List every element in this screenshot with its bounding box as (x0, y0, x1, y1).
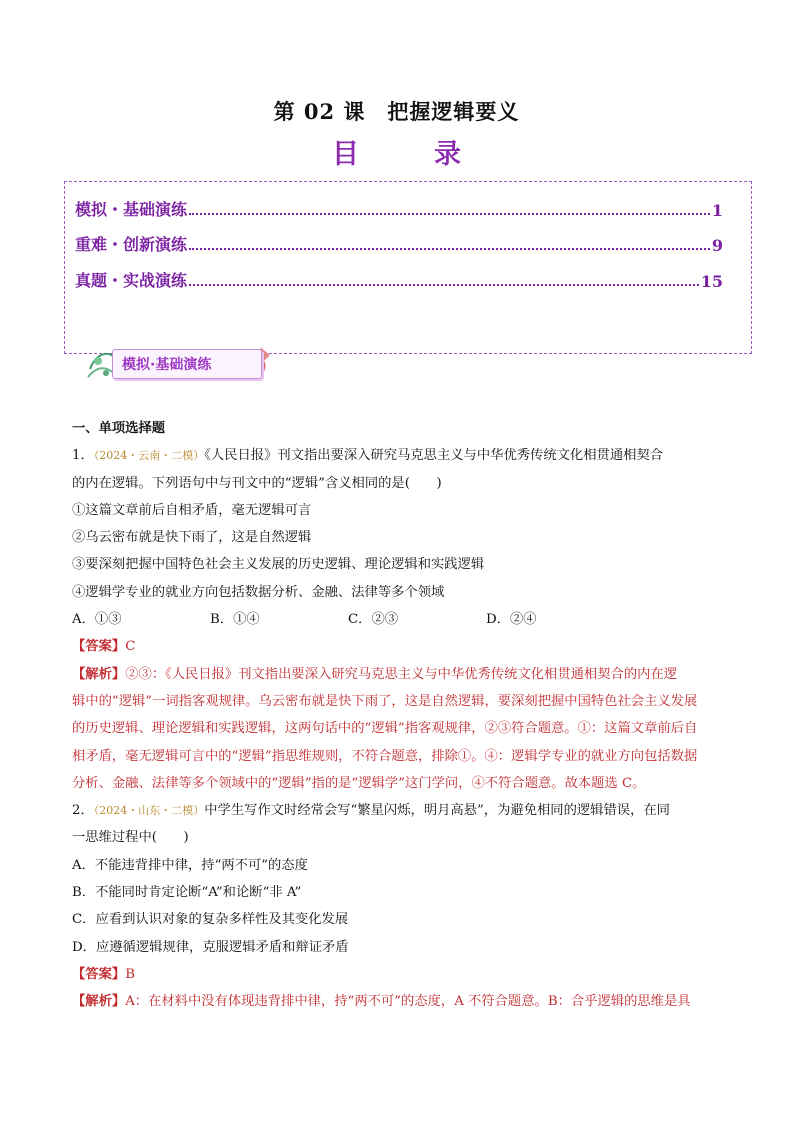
question-number: 2． (72, 803, 94, 819)
explanation-line: ②③：《人民日报》刊文指出要深入研究马克思主义与中华优秀传统文化相贯通相契合的内在逻 (125, 666, 678, 682)
question-1-answer (72, 633, 724, 660)
question-source: （2024・山东・二模） (93, 804, 205, 818)
toc-entry-label: 真题・实战演练 (75, 271, 188, 290)
option-c[interactable]: C．②③ (348, 612, 399, 628)
option-c[interactable]: C．应看到认识对象的复杂多样性及其变化发展 (72, 912, 349, 928)
toc-entry-label: 重难・创新演练 (75, 235, 188, 254)
toc-entry-page: 15 (700, 272, 723, 291)
toc-entry-page: 9 (711, 236, 723, 255)
explanation-line: 的历史逻辑、理论逻辑和实践逻辑，这两句话中的“逻辑”指客观规律，②③符合题意。①：这篇文章前后自 (72, 721, 698, 737)
option-b[interactable]: B．不能同时肯定论断“A”和论断“非 A” (72, 885, 302, 901)
section-banner (84, 343, 274, 385)
question-stem-line: 中学生写作文时经常会写“繁星闪烁，明月高悬”，为避免相同的逻辑错误，在同 (204, 803, 670, 819)
question-2-explanation (72, 988, 724, 1015)
option-a[interactable]: A．①③ (72, 612, 122, 628)
question-stem-line: 的内在逻辑。下列语句中与刊文中的“逻辑”含义相同的是( ) (72, 475, 442, 491)
explanation-label: 【解析】 (72, 666, 126, 682)
question-2-answer (72, 961, 724, 988)
toc-entry-label: 模拟・基础演练 (75, 200, 188, 219)
option-a[interactable]: A．不能违背排中律，持“两不可”的态度 (72, 857, 308, 873)
question-stem-line: 《人民日报》刊文指出要深入研究马克思主义与中华优秀传统文化相贯通相契合 (204, 448, 664, 464)
explanation-line: 相矛盾，毫无逻辑可言中的“逻辑”指思维规则，不符合题意，排除①。④：逻辑学专业的就业方向包括数据 (72, 748, 698, 764)
table-of-contents (64, 181, 752, 354)
toc-entry-page: 1 (711, 201, 723, 220)
banner-label: 模拟·基础演练 (122, 357, 212, 373)
question-1-options (72, 606, 724, 633)
question-stem-line: 一思维过程中( ) (72, 830, 189, 846)
answer-label: 【答案】 (72, 966, 126, 982)
option-d[interactable]: D．②④ (486, 612, 537, 628)
question-content (72, 415, 724, 1016)
explanation-line: A：在材料中没有体现违背排中律，持“两不可”的态度，A 不符合题意。B：合乎逻辑的思维是具 (125, 994, 691, 1010)
toc-leader-dots (189, 283, 699, 286)
statement-3: ③要深刻把握中国特色社会主义发展的历史逻辑、理论逻辑和实践逻辑 (72, 557, 485, 573)
statement-1: ①这篇文章前后自相矛盾，毫无逻辑可言 (72, 502, 312, 518)
question-number: 1． (72, 448, 94, 464)
toc-heading: 目 录 (332, 139, 485, 170)
answer-label: 【答案】 (72, 639, 126, 655)
toc-entry-3[interactable] (75, 267, 723, 291)
explanation-label: 【解析】 (72, 994, 126, 1010)
page-title: 第 02 课 把握逻辑要义 (273, 99, 520, 124)
toc-leader-dots (189, 247, 710, 250)
statement-2: ②乌云密布就是快下雨了，这是自然逻辑 (72, 530, 312, 546)
toc-leader-dots (189, 212, 710, 215)
option-b[interactable]: B．①④ (210, 612, 260, 628)
toc-entry-1[interactable] (75, 196, 723, 220)
explanation-line: 辑中的“逻辑”一词指客观规律。乌云密布就是快下雨了，这是自然逻辑，要深刻把握中国特色社会主义发展 (72, 693, 698, 709)
toc-entry-2[interactable] (75, 231, 723, 255)
section-title: 一、单项选择题 (72, 421, 166, 436)
statement-4: ④逻辑学专业的就业方向包括数据分析、金融、法律等多个领域 (72, 584, 445, 600)
question-source: （2024・云南・二模） (93, 449, 205, 463)
question-1-stem (72, 442, 724, 469)
question-1-explanation (72, 661, 724, 688)
explanation-line: 分析、金融、法律等多个领域中的“逻辑”指的是“逻辑学”这门学问，④不符合题意。故本题选 C。 (72, 775, 646, 791)
option-d[interactable]: D．应遵循逻辑规律，克服逻辑矛盾和辩证矛盾 (72, 939, 349, 955)
question-2-stem (72, 797, 724, 824)
answer-value: C (125, 639, 136, 655)
answer-value: B (125, 966, 135, 982)
